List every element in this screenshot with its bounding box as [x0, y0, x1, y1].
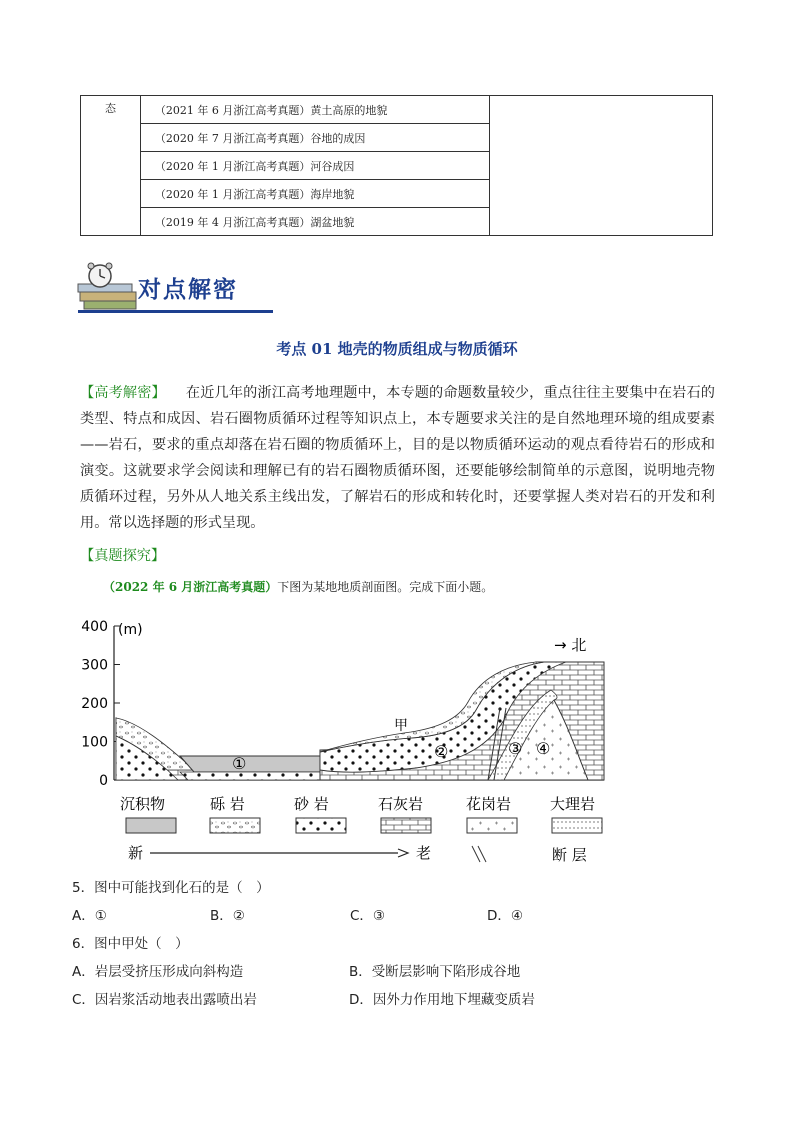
geologic-section-figure — [76, 610, 616, 868]
zhenti-tag: 【真题探究】 — [80, 548, 166, 564]
question-intro-text: 下图为某地地质剖面图。完成下面小题。 — [277, 580, 494, 594]
y-tick-label: 400 — [81, 619, 108, 635]
sediment-deposit — [180, 756, 320, 772]
legend-swatch-granite — [467, 818, 517, 833]
q5-option-b: B．② — [210, 908, 245, 924]
table-row: （2021 年 6 月浙江高考真题）黄土高原的地貌 — [140, 96, 489, 124]
table-category-cell — [81, 96, 141, 236]
north-arrow: → 北 — [554, 636, 587, 654]
marker-2: ② — [434, 742, 449, 761]
legend-swatch-limestone — [381, 818, 431, 833]
q5-option-a: A．① — [72, 908, 107, 924]
y-unit: (m) — [118, 622, 143, 638]
table-row: （2019 年 4 月浙江高考真题）湖盆地貌 — [140, 208, 489, 236]
table-blank-cell — [490, 96, 713, 236]
q5-option-d: D．④ — [487, 908, 523, 924]
y-tick-label: 200 — [81, 696, 108, 712]
legend-limestone: 石灰岩 — [378, 795, 424, 813]
y-tick-label: 300 — [81, 657, 108, 674]
legend-fault: 断 层 — [552, 846, 587, 864]
age-new: 新 — [128, 844, 144, 862]
sandstone-floor — [180, 772, 320, 780]
table-category: 态 — [104, 102, 116, 115]
age-old: 老 — [416, 844, 432, 862]
legend-sandstone: 砂 岩 — [294, 795, 329, 813]
intro-paragraph — [80, 380, 715, 536]
legend-granite: 花岗岩 — [466, 795, 512, 813]
legend-conglomerate: 砾 岩 — [210, 795, 245, 813]
q6-option-c: C．因岩浆活动地表出露喷出岩 — [72, 992, 257, 1008]
marker-1: ① — [232, 754, 247, 773]
q6-stem: 6．图中甲处（ ） — [72, 936, 189, 952]
intro-tag: 【高考解密】 — [80, 385, 166, 401]
marker-4: ④ — [536, 739, 551, 758]
question-intro — [103, 578, 493, 595]
q6-option-a: A．岩层受挤压形成向斜构造 — [72, 964, 244, 980]
age-arrowhead — [398, 849, 408, 857]
q6-option-b: B．受断层影响下陷形成谷地 — [349, 964, 521, 980]
q6-option-d: D．因外力作用地下埋藏变质岩 — [349, 992, 535, 1008]
q5-option-c: C．③ — [350, 908, 386, 924]
table-row: （2020 年 1 月浙江高考真题）河谷成因 — [140, 152, 489, 180]
intro-text: 在近几年的浙江高考地理题中，本专题的命题数量较少，重点往往主要集中在岩石的类型、特点和成因、岩石圈物质循环过程等知识点上，本专题要求关注的是自然地理环境的组成要素——岩石，要求的重点却落在岩石圈的物质循环上，目的是以物质循环运动的观点看待岩石的形成和演变。这就要求学会阅读和理解已有的岩石圈物质循环图，还要能够绘制简单的示意图，说明地壳物质循环过程，另外从人地关系主线出发，了解岩石的形成和转化时，还要掌握人类对岩石的开发和利用。常以选择题的形式呈现。 — [80, 385, 715, 531]
marker-3: ③ — [508, 739, 523, 758]
table-row: （2020 年 1 月浙江高考真题）海岸地貌 — [140, 180, 489, 208]
legend-swatch-sediment — [126, 818, 176, 833]
table-row: （2020 年 7 月浙江高考真题）谷地的成因 — [140, 124, 489, 152]
question-source: （2022 年 6 月浙江高考真题） — [103, 580, 278, 594]
legend-swatch-marble — [552, 818, 602, 833]
legend-marble: 大理岩 — [550, 795, 596, 813]
topics-table — [80, 95, 713, 236]
q5-stem: 5．图中可能找到化石的是（ ） — [72, 880, 270, 896]
y-tick-label: 100 — [81, 734, 108, 751]
legend-swatch-conglomerate — [210, 818, 260, 833]
y-tick-label: 0 — [99, 773, 108, 789]
label-jia: 甲 — [394, 718, 408, 734]
legend-swatch-sandstone — [296, 818, 346, 833]
section-title: 对点解密 — [138, 277, 238, 303]
section-underline — [78, 310, 273, 313]
legend-sediment: 沉积物 — [120, 795, 166, 813]
kaodian-heading: 考点 01 地壳的物质组成与物质循环 — [276, 340, 518, 358]
